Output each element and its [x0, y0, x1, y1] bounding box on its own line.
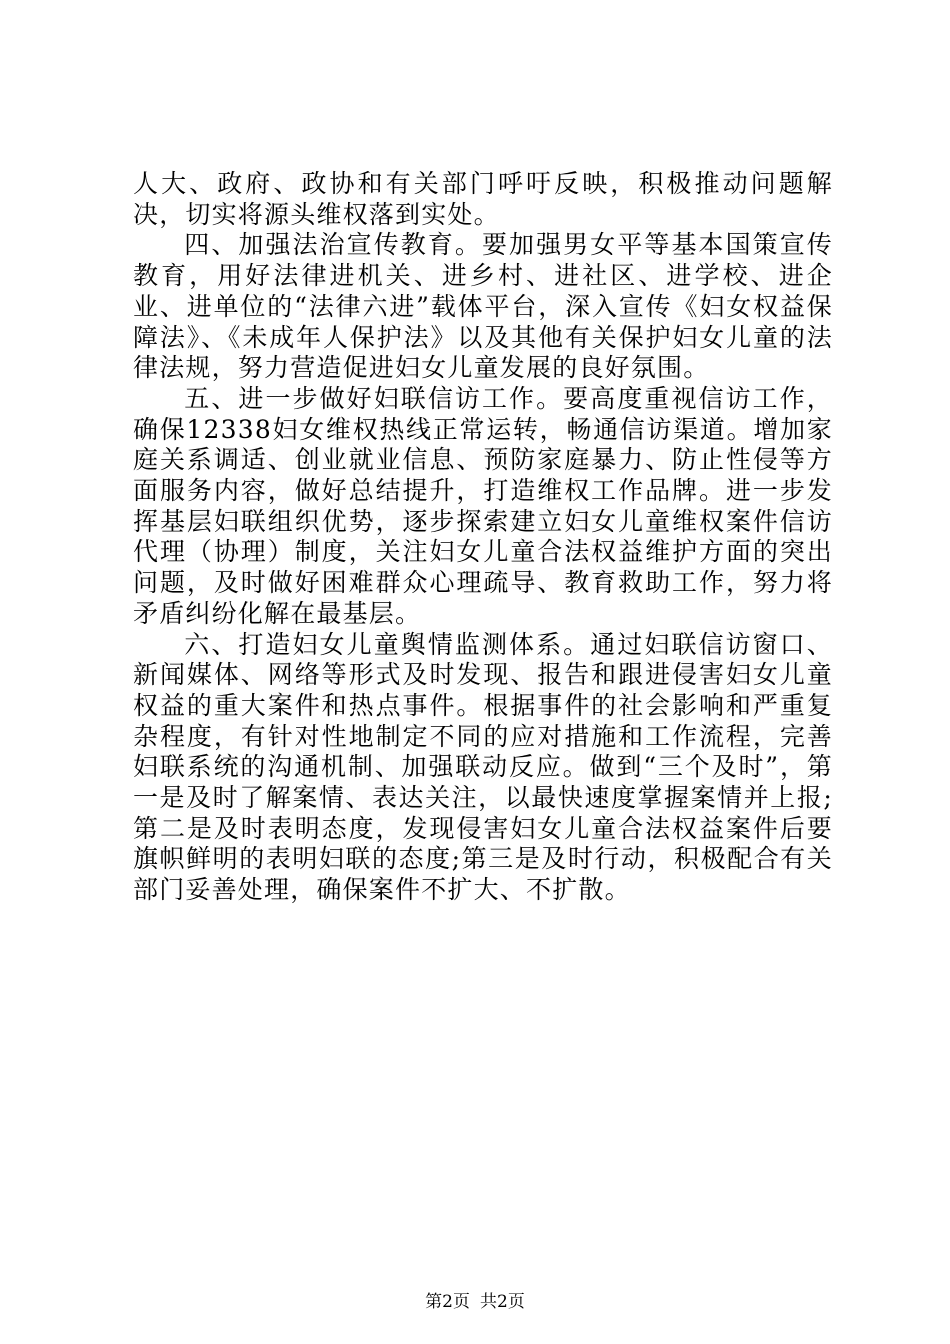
paragraph-petition-work: 五、进一步做好妇联信访工作。要高度重视信访工作，确保12338妇女维权热线正常运转，畅通信访渠道。增加家庭关系调适、创业就业信息、预防家庭暴力、防止性侵等方面服务内容，做好总结提升，打造维权工作品牌。进一步发挥基层妇联组织优势，逐步探索建立妇女儿童维权案件信访代理（协理）制度，关注妇女儿童合法权益维护方面的突出问题，及时做好困难群众心理疏导、教育救助工作，努力将矛盾纠纷化解在最基层。	[133, 383, 833, 628]
page-footer	[0, 1292, 950, 1312]
paragraph-continuation: 人大、政府、政协和有关部门呼吁反映，积极推动问题解决，切实将源头维权落到实处。	[133, 169, 833, 229]
page-number-current: 第2页	[425, 1292, 470, 1312]
paragraph-public-opinion-monitoring: 六、打造妇女儿童舆情监测体系。通过妇联信访窗口、新闻媒体、网络等形式及时发现、报告和跟进侵害妇女儿童权益的重大案件和热点事件。根据事件的社会影响和严重复杂程度，有针对性地制定不同的应对措施和工作流程，完善妇联系统的沟通机制、加强联动反应。做到“三个及时”，第一是及时了解案情、表达关注，以最快速度掌握案情并上报;第二是及时表明态度，发现侵害妇女儿童合法权益案件后要旗帜鲜明的表明妇联的态度;第三是及时行动，积极配合有关部门妥善处理，确保案件不扩大、不扩散。	[133, 629, 833, 905]
document-body	[133, 169, 833, 906]
paragraph-legal-education: 四、加强法治宣传教育。要加强男女平等基本国策宣传教育，用好法律进机关、进乡村、进社区、进学校、进企业、进单位的“法律六进”载体平台，深入宣传《妇女权益保障法》、《未成年人保护法》以及其他有关保护妇女儿童的法律法规，努力营造促进妇女儿童发展的良好氛围。	[133, 230, 833, 383]
page-number-total: 共2页	[480, 1292, 525, 1312]
